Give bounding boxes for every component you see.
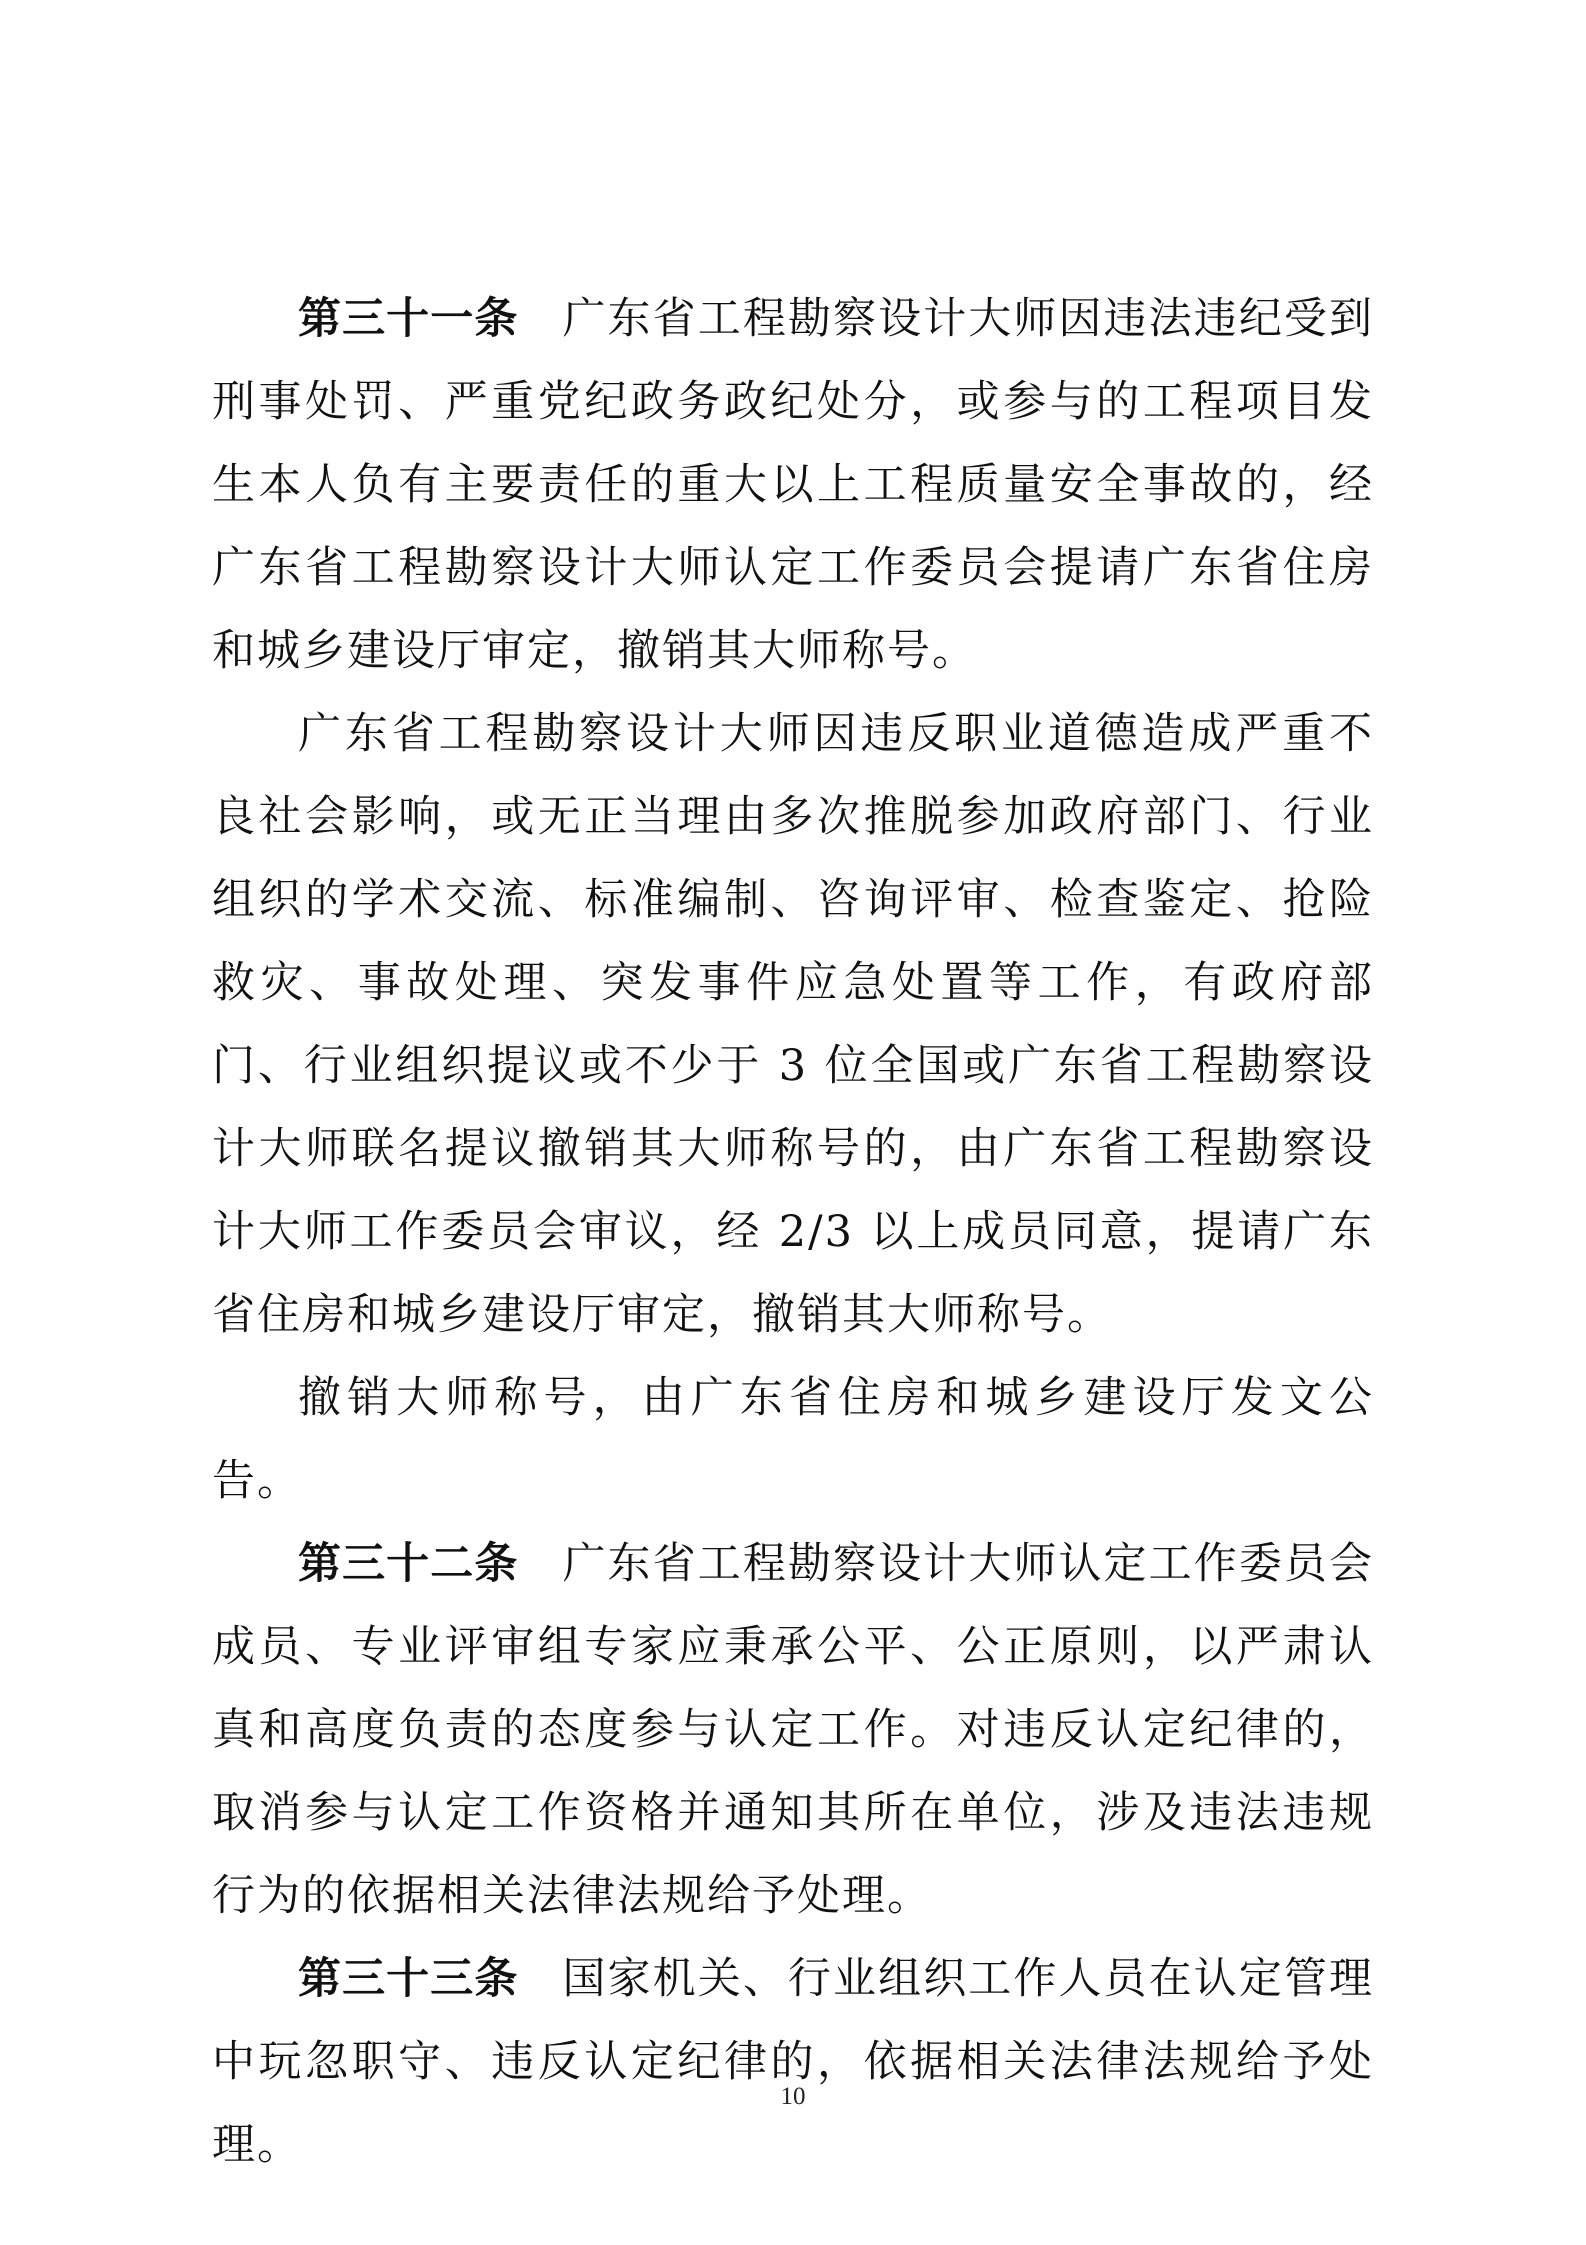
- article-heading: 第三十一条: [298, 294, 519, 344]
- paragraph-text: 广东省工程勘察设计大师因违反职业道德造成严重不良社会影响，或无正当理由多次推脱参加政府部门、行业组织的学术交流、标准编制、咨询评审、检查鉴定、抢险救灾、事故处理、突发事件应急处置等工作，有政府部门、行业组织提议或不少于 3 位全国或广东省工程勘察设计大师联名提议撤销其大师称号的，由广东省工程勘察设计大师工作委员会审议，经 2/3 以上成员同意，提请广东省住房和城乡建设厅审定，撤销其大师称号。: [212, 709, 1374, 1340]
- article-31-second-paragraph: [212, 693, 1374, 1357]
- paragraph-text: 国家机关、行业组织工作人员在认定管理中玩忽职守、违反认定纪律的，依据相关法律法规给予处理。: [212, 1954, 1375, 2170]
- paragraph-text: 广东省工程勘察设计大师认定工作委员会成员、专业评审组专家应秉承公平、公正原则，以严肃认真和高度负责的态度参与认定工作。对违反认定纪律的，取消参与认定工作资格并通知其所在单位，涉及违法违规行为的依据相关法律法规给予处理。: [212, 1539, 1375, 1921]
- document-body: [212, 278, 1374, 2187]
- paragraph-text: 撤销大师称号，由广东省住房和城乡建设厅发文公告。: [212, 1373, 1374, 1506]
- article-heading: 第三十三条: [298, 1954, 519, 2004]
- article-31-third-paragraph: [212, 1357, 1374, 1523]
- article-31-paragraph: [212, 278, 1374, 693]
- article-33-paragraph: [212, 1938, 1374, 2187]
- paragraph-text: 广东省工程勘察设计大师因违法违纪受到刑事处罚、严重党纪政务政纪处分，或参与的工程项目发生本人负有主要责任的重大以上工程质量安全事故的，经广东省工程勘察设计大师认定工作委员会提请广东省住房和城乡建设厅审定，撤销其大师称号。: [212, 294, 1375, 676]
- article-heading: 第三十二条: [298, 1539, 519, 1589]
- article-32-paragraph: [212, 1523, 1374, 1938]
- page-number: 10: [780, 2083, 806, 2110]
